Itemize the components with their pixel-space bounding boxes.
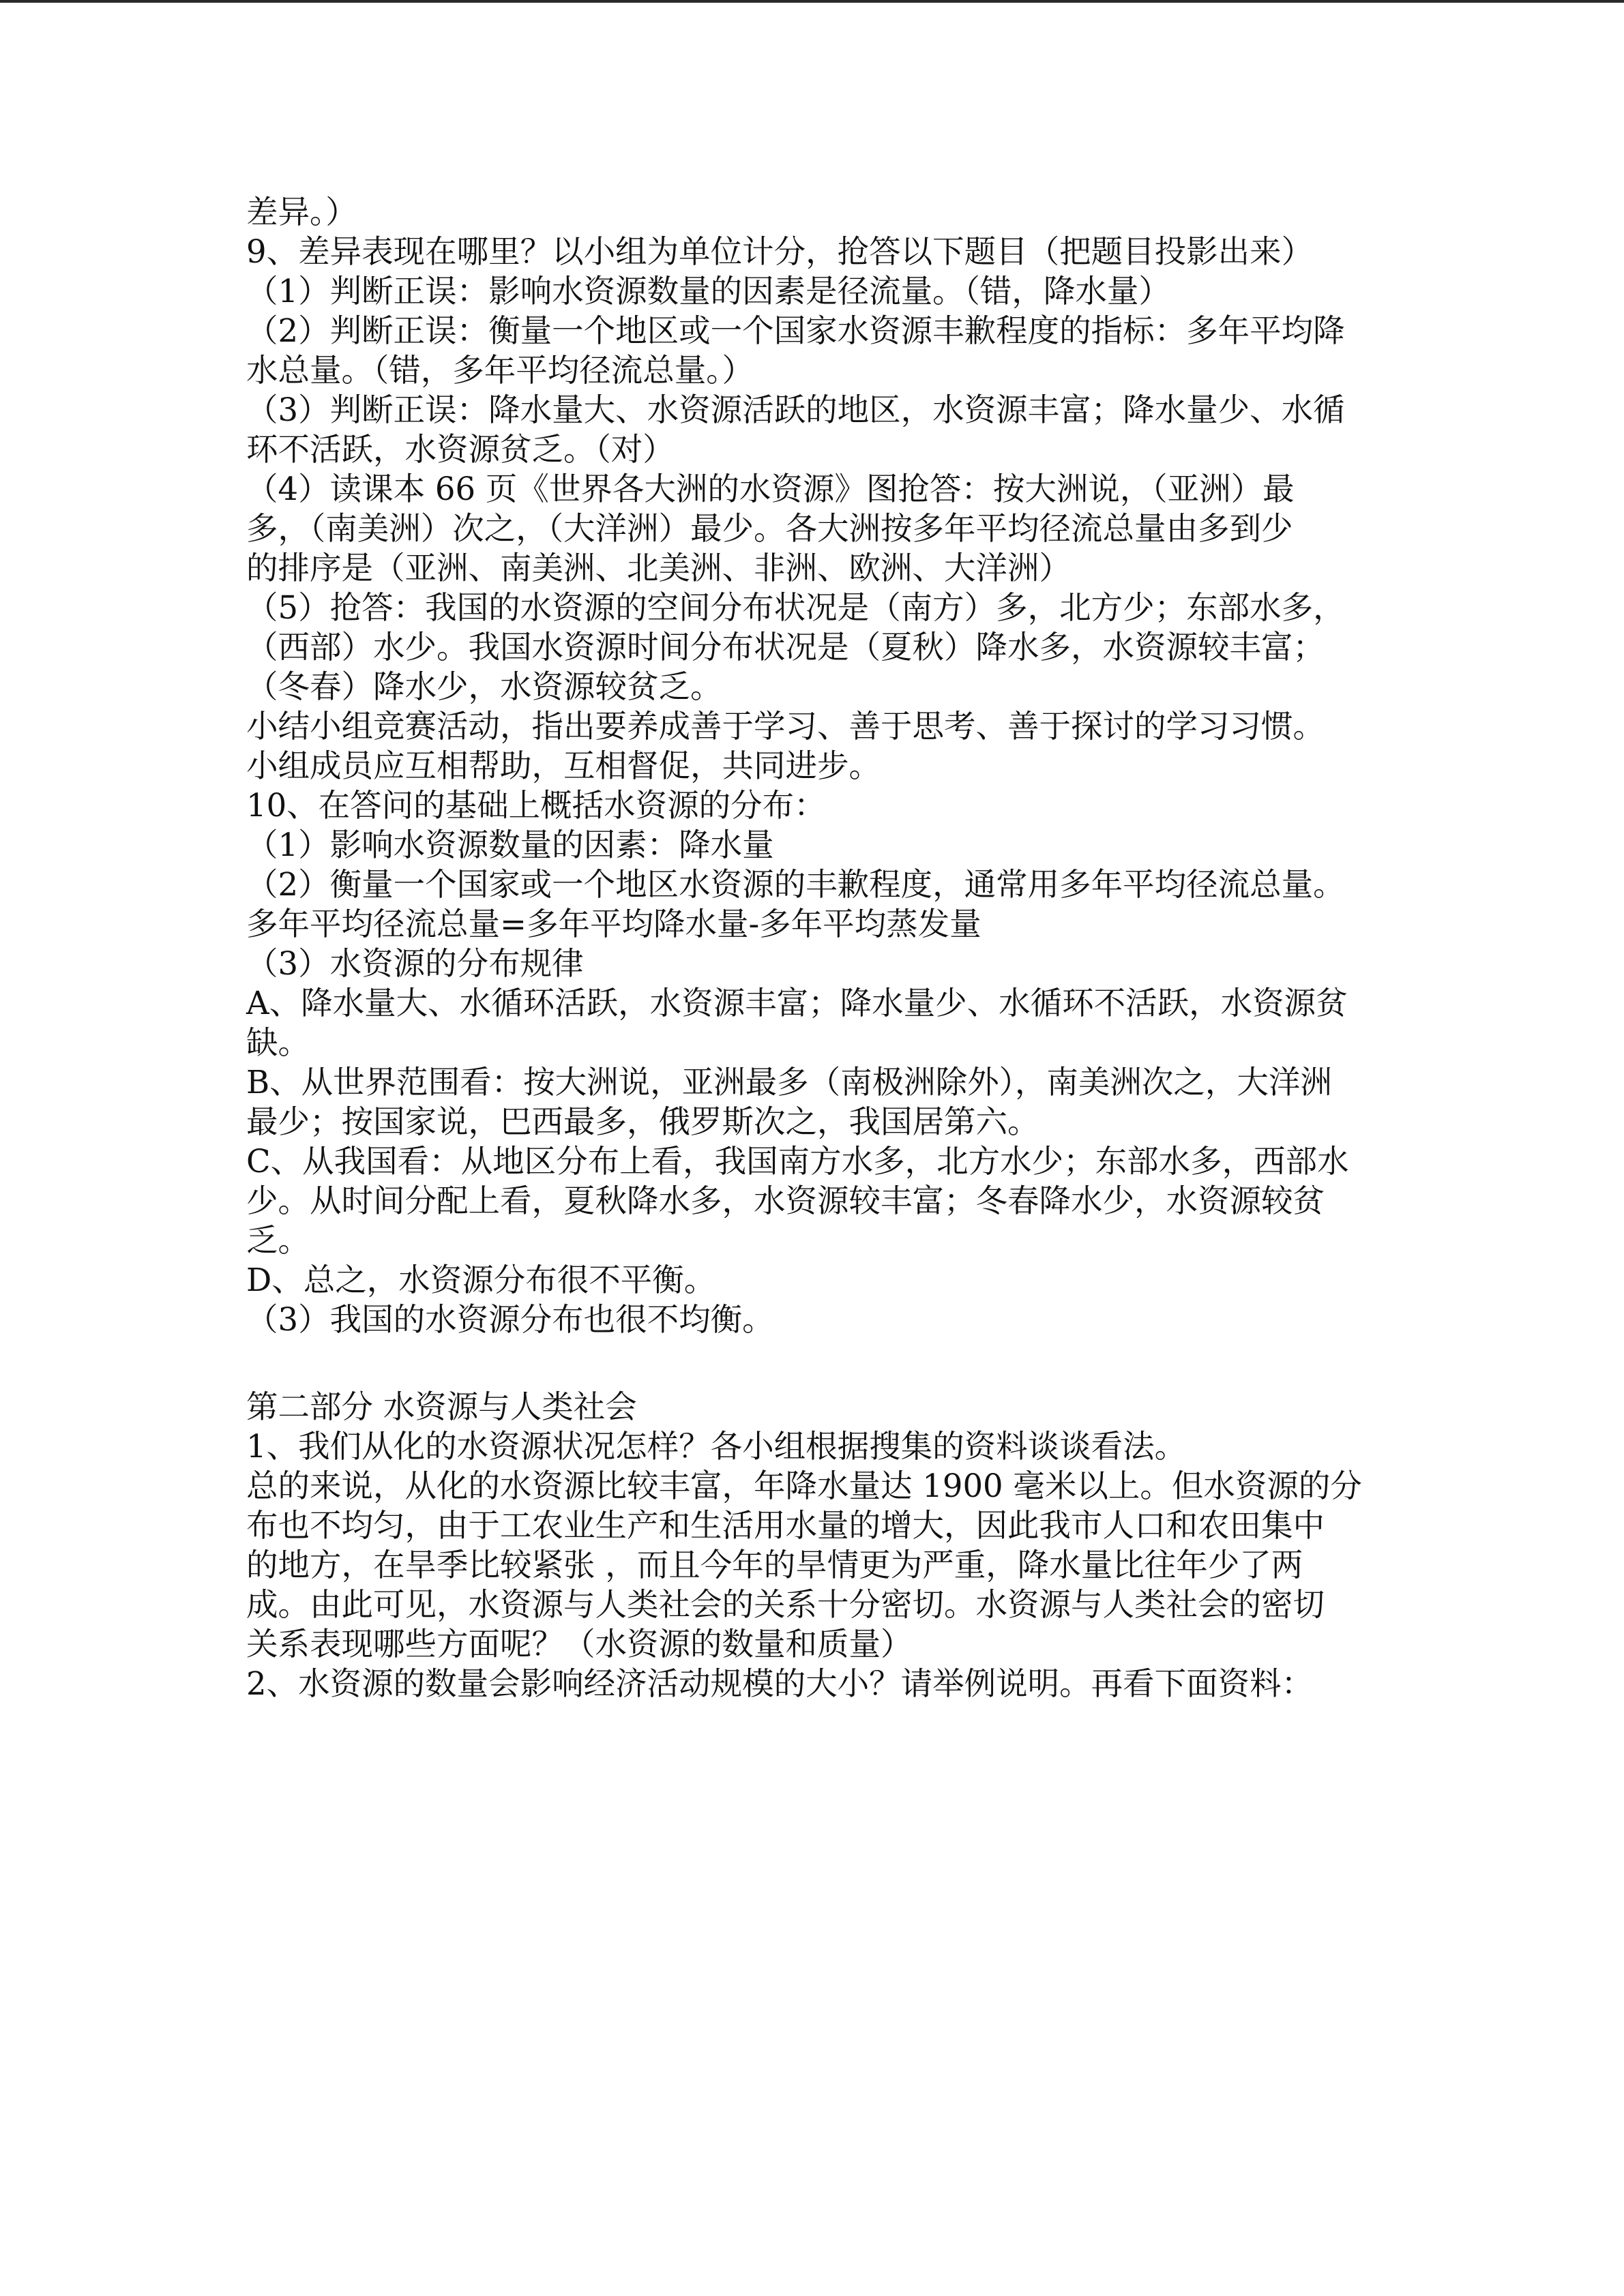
text-line: 小组成员应互相帮助，互相督促，共同进步。 (246, 747, 881, 784)
text-line: 2、水资源的数量会影响经济活动规模的大小？请举例说明。再看下面资料： (246, 1665, 1314, 1702)
text-line: 9、差异表现在哪里？以小组为单位计分，抢答以下题目（把题目投影出来） (246, 233, 1314, 270)
section-heading: 第二部分 水资源与人类社会 (246, 1388, 637, 1425)
document-body (246, 192, 1378, 1703)
text-line: 差异。） (246, 194, 357, 230)
text-line: （西部）水少。我国水资源时间分布状况是（夏秋）降水多，水资源较丰富； (246, 629, 1325, 666)
text-line: 缺。 (246, 1024, 310, 1061)
text-line: （1）判断正误：影响水资源数量的因素是径流量。（错，降水量） (246, 273, 1170, 310)
text-line: 总的来说，从化的水资源比较丰富，年降水量达 1900 毫米以上。但水资源的分 (246, 1467, 1362, 1504)
text-line: 10、在答问的基础上概括水资源的分布： (246, 787, 826, 824)
text-line: 关系表现哪些方面呢？（水资源的数量和质量） (246, 1626, 913, 1663)
text-line: A、降水量大、水循环活跃，水资源丰富；降水量少、水循环不活跃，水资源贫 (246, 985, 1348, 1022)
text-line: （冬春）降水少，水资源较贫乏。 (246, 668, 722, 705)
text-line: 少。从时间分配上看，夏秋降水多，水资源较丰富；冬春降水少，水资源较贫 (246, 1182, 1325, 1219)
text-line: 布也不均匀，由于工农业生产和生活用水量的增大，因此我市人口和农田集中 (246, 1507, 1325, 1544)
page-top-border (0, 0, 1624, 3)
text-line: 的排序是（亚洲、南美洲、北美洲、非洲、欧洲、大洋洲） (246, 550, 1071, 586)
text-line: （3）水资源的分布规律 (246, 945, 584, 982)
text-line: 环不活跃，水资源贫乏。（对） (246, 431, 675, 468)
text-line: 成。由此可见，水资源与人类社会的关系十分密切。水资源与人类社会的密切 (246, 1586, 1325, 1623)
text-line: （3）我国的水资源分布也很不均衡。 (246, 1301, 774, 1338)
text-line: （5）抢答：我国的水资源的空间分布状况是（南方）多，北方少；东部水多， (246, 589, 1345, 626)
text-line: B、从世界范围看：按大洲说，亚洲最多（南极洲除外），南美洲次之，大洋洲 (246, 1064, 1332, 1101)
text-line: 乏。 (246, 1222, 310, 1259)
text-line: C、从我国看：从地区分布上看，我国南方水多，北方水少；东部水多，西部水 (246, 1143, 1349, 1180)
text-line: 多，（南美洲）次之，（大洋洲）最少。各大洲按多年平均径流总量由多到少 (246, 510, 1293, 547)
text-line: 1、我们从化的水资源状况怎样？各小组根据搜集的资料谈谈看法。 (246, 1428, 1187, 1465)
text-line: 的地方，在旱季比较紧张 ，而且今年的旱情更为严重，降水量比往年少了两 (246, 1547, 1303, 1583)
text-line: （2）判断正误：衡量一个地区或一个国家水资源丰歉程度的指标：多年平均降 (246, 312, 1345, 349)
text-line: （4）读课本 66 页《世界各大洲的水资源》图抢答：按大洲说，（亚洲）最 (246, 471, 1295, 507)
text-line: 水总量。（错，多年平均径流总量。） (246, 352, 754, 389)
text-line: 最少；按国家说，巴西最多，俄罗斯次之，我国居第六。 (246, 1103, 1039, 1140)
text-line: （2）衡量一个国家或一个地区水资源的丰歉程度，通常用多年平均径流总量。 (246, 866, 1345, 903)
text-line: D、总之，水资源分布很不平衡。 (246, 1262, 716, 1298)
blank-line (246, 1339, 1378, 1387)
text-line: （3）判断正误：降水量大、水资源活跃的地区，水资源丰富；降水量少、水循 (246, 391, 1345, 428)
text-line: （1）影响水资源数量的因素：降水量 (246, 826, 774, 863)
text-line: 小结小组竞赛活动，指出要养成善于学习、善于思考、善于探讨的学习习惯。 (246, 708, 1325, 745)
text-line: 多年平均径流总量=多年平均降水量-多年平均蒸发量 (246, 906, 981, 942)
